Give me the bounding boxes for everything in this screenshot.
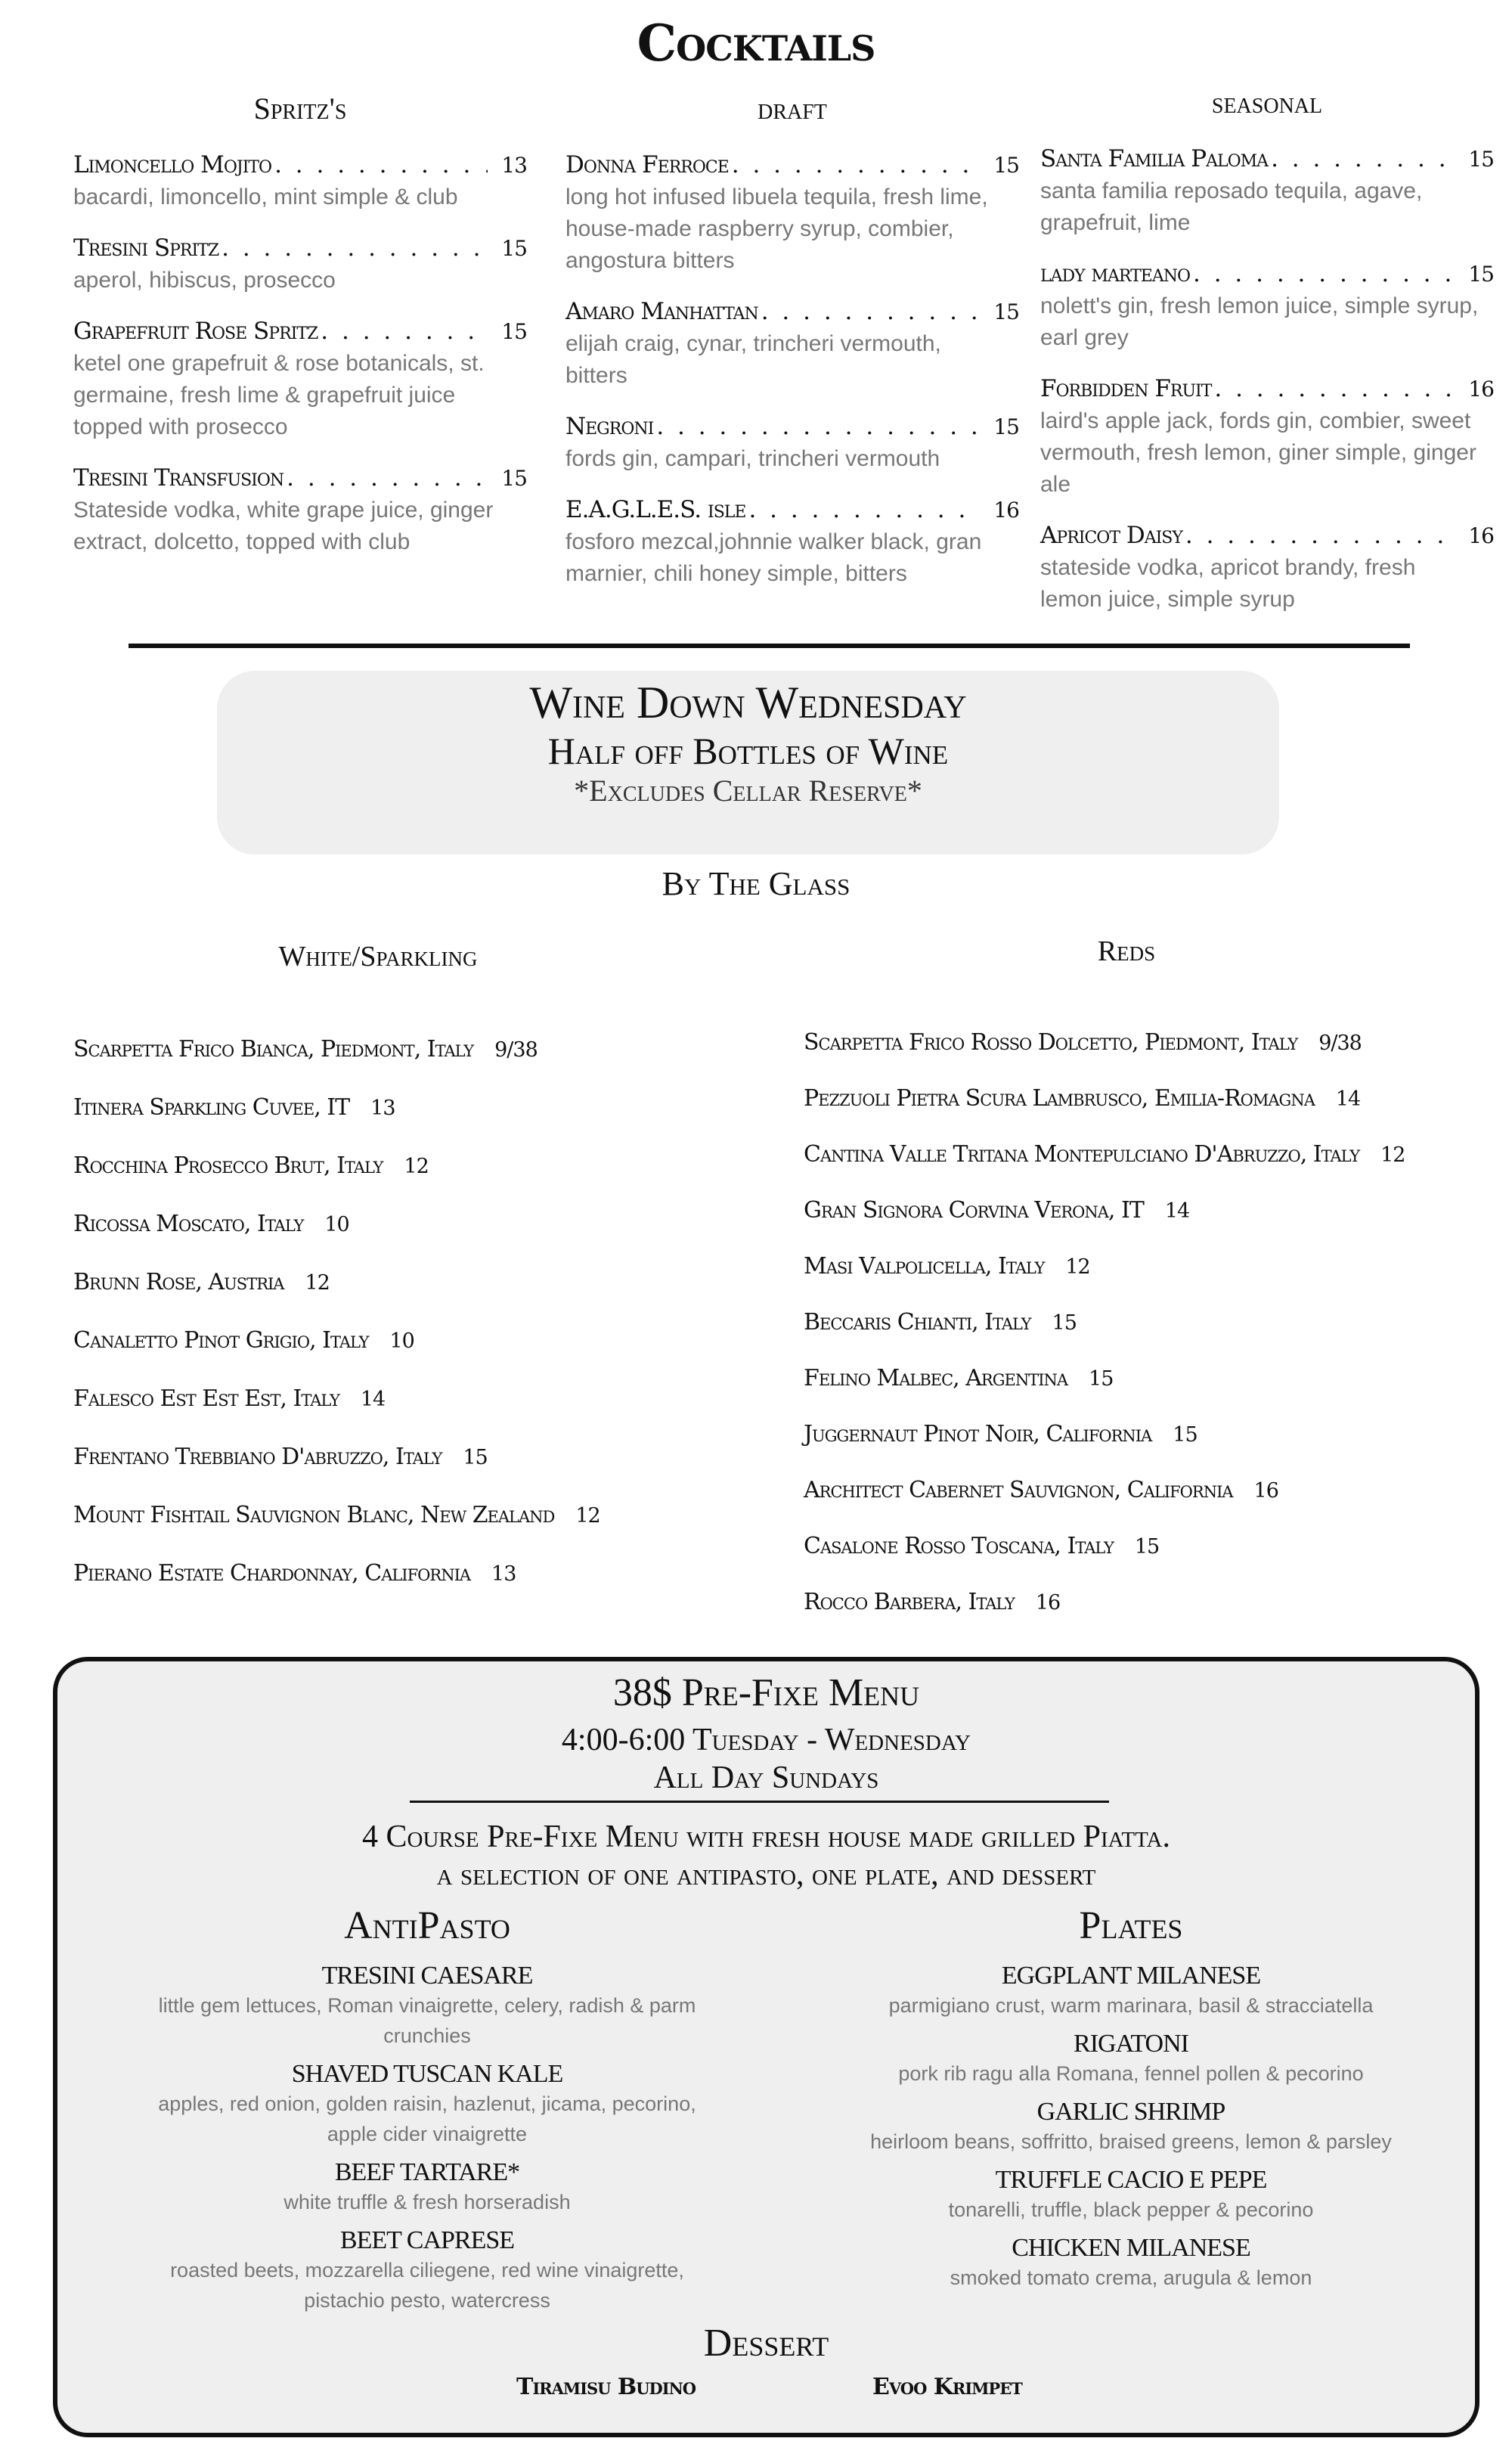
- dish-item: [817, 1962, 1445, 2021]
- wine-price: 15: [1134, 1535, 1160, 1559]
- wine-item: [804, 1239, 1405, 1295]
- dish-description: smoked tomato crema, arugula & lemon: [950, 2266, 1312, 2289]
- wine-name: Brunn Rose, Austria: [73, 1269, 284, 1295]
- wine-down-banner: [217, 671, 1279, 855]
- dish-item: [113, 1962, 741, 2051]
- wine-price: 16: [1035, 1591, 1061, 1615]
- cocktail-name: lady marteano: [1040, 260, 1191, 287]
- wine-name: Rocco Barbera, Italy: [804, 1589, 1015, 1615]
- cocktail-description: bacardi, limoncello, mint simple & club: [73, 185, 458, 209]
- cocktail-description: elijah craig, cynar, trincheri vermouth, bitters: [565, 331, 941, 388]
- dish-name: CHICKEN MILANESE: [1012, 2234, 1250, 2262]
- cocktail-item: [565, 413, 1019, 475]
- cocktail-price: 15: [993, 299, 1019, 324]
- wine-item: [804, 1127, 1405, 1183]
- wine-price: 13: [370, 1097, 395, 1120]
- wine-name: Mount Fishtail Sauvignon Blanc, New Zealand: [73, 1502, 555, 1528]
- prefix-divider: [410, 1801, 1109, 1803]
- wine-name: Rocchina Prosecco Brut, Italy: [73, 1152, 383, 1179]
- dish-name: BEET CAPRESE: [339, 2226, 515, 2254]
- cocktail-price: 16: [1468, 523, 1494, 548]
- wine-item: [73, 1196, 600, 1254]
- cocktail-description: fosforo mezcal,johnnie walker black, gran marnier, chili honey simple, bitters: [565, 529, 982, 586]
- wine-name: Falesco Est Est Est, Italy: [73, 1385, 339, 1412]
- wine-item: [804, 1183, 1405, 1239]
- wine-price: 12: [575, 1504, 600, 1528]
- dish-name: TRUFFLE CACIO E PEPE: [995, 2166, 1267, 2194]
- prefix-title: 38$ Pre-Fixe Menu: [612, 1671, 920, 1714]
- wine-name: Ricossa Moscato, Italy: [73, 1211, 304, 1237]
- dish-name: TRESINI CAESARE: [321, 1962, 533, 1990]
- wine-down-exclusion: *Excludes Cellar Reserve*: [574, 774, 922, 808]
- antipasto-column: [113, 1903, 741, 2325]
- white-sparkling-heading: White/Sparkling: [278, 941, 478, 972]
- wine-name: Frentano Trebbiano D'abruzzo, Italy: [73, 1444, 442, 1470]
- cocktail-price: 15: [993, 414, 1019, 439]
- dish-description: little gem lettuces, Roman vinaigrette, celery, radish & parm crunchies: [158, 1994, 696, 2047]
- wine-price: 14: [1164, 1199, 1190, 1223]
- wine-item: [804, 1518, 1405, 1574]
- wine-price: 15: [1052, 1311, 1077, 1335]
- dish-description: apples, red onion, golden raisin, hazlenut, jicama, pecorino, apple cider vinaigrette: [158, 2092, 696, 2145]
- dish-description: parmigiano crust, warm marinara, basil & stracciatella: [888, 1994, 1374, 2017]
- cocktail-item: [565, 298, 1019, 392]
- cocktail-price: 15: [1468, 262, 1494, 287]
- wine-price: 13: [491, 1562, 516, 1586]
- cocktail-item: [73, 464, 527, 558]
- prefix-sunday: All Day Sundays: [653, 1760, 879, 1795]
- dish-item: [113, 2158, 741, 2217]
- cocktail-price: 15: [501, 236, 527, 261]
- spritz-heading: Spritz's: [253, 92, 347, 126]
- wine-name: Felino Malbec, Argentina: [804, 1365, 1068, 1391]
- cocktail-description: ketel one grapefruit & rose botanicals, st. germaine, fresh lime & grapefruit juice topped with prosecco: [73, 351, 485, 439]
- cocktail-item: [1040, 375, 1494, 501]
- wine-price: 12: [305, 1271, 330, 1295]
- wine-item: [804, 1071, 1405, 1127]
- dish-description: pork rib ragu alla Romana, fennel pollen & pecorino: [898, 2062, 1364, 2085]
- wine-item: [804, 1015, 1405, 1071]
- cocktail-price: 15: [1468, 147, 1494, 172]
- wine-item: [73, 1428, 600, 1487]
- wine-name: Architect Cabernet Sauvignon, California: [804, 1477, 1233, 1503]
- wine-price: 10: [389, 1329, 414, 1353]
- cocktail-price: 15: [501, 319, 527, 344]
- wine-price: 12: [1065, 1255, 1090, 1279]
- dish-description: white truffle & fresh horseradish: [284, 2191, 571, 2213]
- cocktail-name: Forbidden Fruit: [1040, 375, 1212, 402]
- wine-item: [73, 1312, 600, 1370]
- wine-down-title: Wine Down Wednesday: [529, 678, 967, 727]
- cocktail-item: [565, 496, 1019, 590]
- wine-name: Itinera Sparkling Cuvee, IT: [73, 1094, 350, 1121]
- wine-name: Pierano Estate Chardonnay, California: [73, 1560, 471, 1587]
- wine-item: [73, 1021, 600, 1079]
- cocktail-item: [1040, 145, 1494, 239]
- dish-item: [817, 2030, 1445, 2089]
- cocktail-name: Tresini Transfusion: [73, 464, 284, 492]
- wine-name: Gran Signora Corvina Verona, IT: [804, 1197, 1144, 1224]
- antipasto-heading: AntiPasto: [344, 1904, 510, 1947]
- draft-heading: draft: [758, 92, 827, 126]
- wine-name: Masi Valpolicella, Italy: [804, 1253, 1045, 1280]
- wine-item: [804, 1351, 1405, 1407]
- dish-item: [817, 2098, 1445, 2157]
- wine-item: [804, 1295, 1405, 1351]
- dish-item: [817, 2166, 1445, 2225]
- wine-item: [73, 1370, 600, 1428]
- prefix-menu-box: [53, 1657, 1479, 2437]
- wine-name: Scarpetta Frico Rosso Dolcetto, Piedmont, Italy: [804, 1029, 1298, 1056]
- wine-item: [73, 1137, 600, 1196]
- by-the-glass-heading: By The Glass: [662, 865, 850, 902]
- prefix-selection-note: a selection of one antipasto, one plate, and dessert: [436, 1857, 1096, 1892]
- draft-column: [565, 91, 1019, 611]
- wine-name: Juggernaut Pinot Noir, California: [804, 1421, 1152, 1447]
- dish-name: GARLIC SHRIMP: [1036, 2098, 1225, 2126]
- cocktail-price: 13: [501, 153, 527, 178]
- cocktail-description: aperol, hibiscus, prosecco: [73, 268, 336, 293]
- cocktail-name: Apricot Daisy: [1040, 522, 1182, 549]
- red-wine-list: [804, 1015, 1405, 1630]
- wine-item: [73, 1079, 600, 1137]
- spritz-column: [73, 91, 527, 579]
- wine-down-offer: Half off Bottles of Wine: [547, 730, 949, 772]
- cocktail-description: santa familia reposado tequila, agave, grapefruit, lime: [1040, 178, 1423, 235]
- dish-name: SHAVED TUSCAN KALE: [291, 2060, 563, 2088]
- cocktail-price: 16: [1468, 377, 1494, 402]
- wine-name: Beccaris Chianti, Italy: [804, 1309, 1031, 1335]
- wine-name: Pezzuoli Pietra Scura Lambrusco, Emilia-Romagna: [804, 1085, 1315, 1112]
- wine-price: 10: [324, 1213, 349, 1236]
- cocktail-item: [565, 151, 1019, 277]
- dish-name: BEEF TARTARE*: [334, 2158, 520, 2186]
- wine-name: Casalone Rosso Toscana, Italy: [804, 1533, 1114, 1559]
- wine-item: [73, 1545, 600, 1603]
- cocktail-description: stateside vodka, apricot brandy, fresh lemon juice, simple syrup: [1040, 555, 1416, 612]
- dish-name: EGGPLANT MILANESE: [1001, 1962, 1261, 1990]
- wine-price: 14: [360, 1388, 386, 1411]
- cocktail-price: 15: [993, 153, 1019, 178]
- wine-item: [804, 1574, 1405, 1630]
- wine-price: 15: [463, 1446, 488, 1469]
- plates-heading: Plates: [1079, 1904, 1183, 1947]
- dish-name: RIGATONI: [1074, 2030, 1188, 2058]
- seasonal-column: [1040, 85, 1494, 637]
- wine-price: 16: [1253, 1479, 1278, 1503]
- cocktail-price: 15: [501, 466, 527, 491]
- cocktail-item: [73, 234, 527, 296]
- dish-description: roasted beets, mozzarella ciliegene, red wine vinaigrette, pistachio pesto, watercress: [170, 2259, 684, 2312]
- section-divider: [129, 644, 1410, 648]
- wine-item: [804, 1463, 1405, 1518]
- cocktail-name: Amaro Manhattan: [565, 298, 758, 325]
- wine-name: Canaletto Pinot Grigio, Italy: [73, 1327, 369, 1354]
- wine-item: [804, 1407, 1405, 1463]
- cocktail-item: [1040, 522, 1494, 616]
- dish-item: [113, 2060, 741, 2149]
- dish-item: [113, 2226, 741, 2316]
- cocktail-description: nolett's gin, fresh lemon juice, simple syrup, earl grey: [1040, 293, 1479, 350]
- cocktail-description: fords gin, campari, trincheri vermouth: [565, 446, 940, 471]
- dessert-item: Tiramisu Budino: [516, 2374, 696, 2400]
- dish-description: heirloom beans, soffritto, braised greens, lemon & parsley: [870, 2130, 1392, 2153]
- cocktail-description: laird's apple jack, fords gin, combier, sweet vermouth, fresh lemon, giner simple, ginger ale: [1040, 408, 1476, 497]
- white-wine-list: [73, 1021, 600, 1603]
- wine-price: 15: [1089, 1367, 1114, 1391]
- prefix-intro: 4 Course Pre-Fixe Menu with fresh house made grilled Piatta.: [362, 1819, 1170, 1854]
- cocktail-price: 16: [993, 498, 1019, 523]
- cocktail-item: [73, 318, 527, 443]
- cocktail-name: Santa Familia Paloma: [1040, 145, 1269, 172]
- wine-price: 15: [1173, 1423, 1198, 1447]
- plates-column: [817, 1903, 1445, 2302]
- dessert-item: Evoo Krimpet: [872, 2374, 1022, 2400]
- wine-price: 12: [404, 1155, 429, 1178]
- page-title: Cocktails: [637, 14, 875, 73]
- cocktail-description: Stateside vodka, white grape juice, ginger extract, dolcetto, topped with club: [73, 498, 494, 554]
- cocktail-item: [1040, 260, 1494, 354]
- dessert-heading: Dessert: [703, 2322, 829, 2365]
- seasonal-heading: seasonal: [1211, 85, 1323, 119]
- wine-item: [73, 1487, 600, 1545]
- cocktail-name: E.A.G.L.E.S. isle: [565, 496, 746, 523]
- cocktail-item: [73, 151, 527, 213]
- cocktail-name: Tresini Spritz: [73, 234, 219, 262]
- wine-item: [73, 1254, 600, 1312]
- wine-price: 14: [1335, 1087, 1361, 1111]
- cocktail-name: Donna Ferroce: [565, 151, 729, 178]
- dish-item: [817, 2234, 1445, 2293]
- cocktail-description: long hot infused libuela tequila, fresh lime, house-made raspberry syrup, combier, angostura bitters: [565, 185, 988, 273]
- wine-name: Scarpetta Frico Bianca, Piedmont, Italy: [73, 1036, 474, 1062]
- prefix-hours: 4:00-6:00 Tuesday - Wednesday: [561, 1723, 971, 1757]
- wine-name: Cantina Valle Tritana Montepulciano D'Abruzzo, Italy: [804, 1141, 1360, 1168]
- wine-price: 9/38: [1318, 1031, 1362, 1055]
- cocktail-name: Limoncello Mojito: [73, 151, 272, 178]
- cocktail-name: Negroni: [565, 413, 654, 440]
- reds-heading: Reds: [1097, 935, 1156, 967]
- cocktail-name: Grapefruit Rose Spritz: [73, 318, 318, 345]
- dish-description: tonarelli, truffle, black pepper & pecorino: [948, 2198, 1314, 2221]
- wine-price: 12: [1380, 1143, 1405, 1167]
- wine-price: 9/38: [494, 1038, 538, 1062]
